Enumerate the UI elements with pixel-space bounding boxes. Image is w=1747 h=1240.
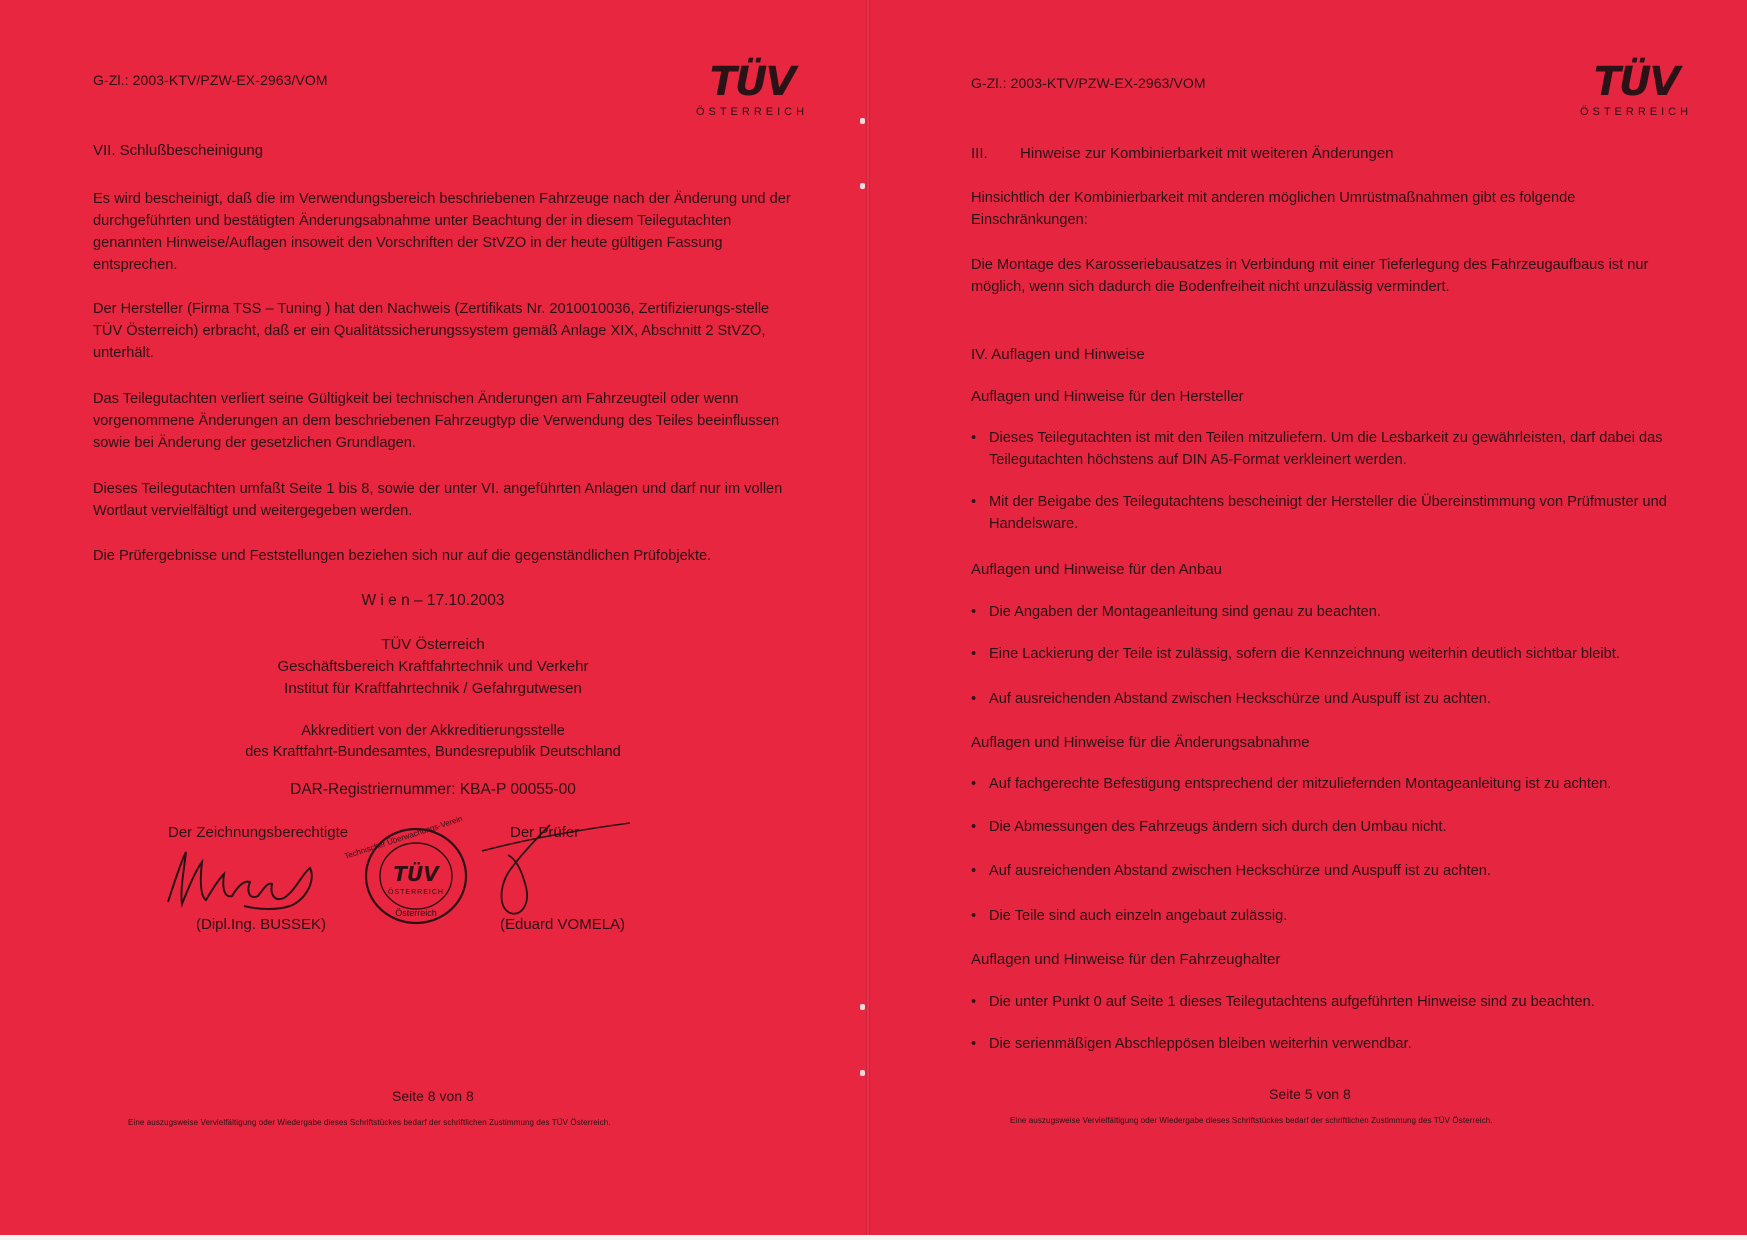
place-date: W i e n – 17.10.2003 [361, 592, 505, 609]
reference-number: G-Zl.: 2003-KTV/PZW-EX-2963/VOM [971, 75, 1206, 91]
bullet-icon: • [971, 819, 977, 835]
punch-hole [860, 183, 865, 189]
punch-hole [860, 1004, 865, 1010]
list-item-text: Mit der Beigabe des Teilegutachtens bescheinigt der Hersteller die Übereinstimmung von Prüfmuster und Handelsware. [989, 494, 1667, 532]
punch-hole [860, 1070, 865, 1076]
paragraph: Die Prüfergebnisse und Feststellungen beziehen sich nur auf die gegenständlichen Prüfobjekte. [93, 548, 712, 564]
list-item-text: Auf ausreichenden Abstand zwischen Heckschürze und Auspuff ist zu achten. [989, 691, 1491, 707]
svg-text:ÖSTERREICH: ÖSTERREICH [388, 889, 444, 896]
section-number: III. [971, 145, 988, 162]
bullet-icon: • [971, 430, 977, 446]
section-title: IV. Auflagen und Hinweise [971, 346, 1145, 363]
paragraph: Die Montage des Karosseriebausatzes in Verbindung mit einer Tieferlegung des Fahrzeugaufbaus ist nur möglich, wenn sich dadurch die Bodenfreiheit nicht unzulässig vermindert. [971, 257, 1649, 295]
group-title: Auflagen und Hinweise für den Hersteller [971, 388, 1244, 405]
signatory-right-name: (Eduard VOMELA) [500, 916, 626, 933]
issuer-line: Institut für Kraftfahrtechnik / Gefahrgutwesen [284, 680, 582, 697]
paragraph: Dieses Teilegutachten umfaßt Seite 1 bis 8, sowie der unter VI. angeführten Anlagen und darf nur im vollen Wortlaut vervielfältigt und weitergegeben werden. [93, 481, 783, 519]
group-title: Auflagen und Hinweise für den Fahrzeughalter [971, 951, 1281, 968]
list-item-text: Die Abmessungen des Fahrzeugs ändern sich durch den Umbau nicht. [989, 819, 1447, 835]
tuv-logo [692, 59, 812, 122]
list-item [971, 491, 1679, 535]
bullet-icon: • [971, 776, 977, 792]
dar-number: DAR-Registriernummer: KBA-P 00055-00 [290, 781, 576, 798]
svg-text:TÜV: TÜV [393, 862, 439, 886]
list-item-text: Die unter Punkt 0 auf Seite 1 dieses Teilegutachtens aufgeführten Hinweise sind zu beachten. [989, 994, 1595, 1010]
left-page [0, 0, 868, 1235]
list-item [971, 991, 1679, 1013]
signatory-right-title: Der Prüfer [510, 824, 580, 841]
tuv-logo-country: ÖSTERREICH [695, 106, 809, 118]
list-item-text: Die Teile sind auch einzeln angebaut zulässig. [989, 908, 1288, 924]
list-item [971, 905, 1679, 927]
tuv-logo-country: ÖSTERREICH [1579, 106, 1693, 118]
footer-note: Eine auszugsweise Vervielfältigung oder Wiedergabe dieses Schriftstückes bedarf der schriftlichen Zustimmung des TÜV Österreich. [1010, 1116, 1493, 1125]
bullet-icon: • [971, 604, 977, 620]
bullet-icon: • [971, 908, 977, 924]
paragraph: Es wird bescheinigt, daß die im Verwendungsbereich beschriebenen Fahrzeuge nach der Änderung und der durchgeführten und bestätigten Änderungsabnahme unter Beachtung der in diesem Teilegutachten genannten Hinweise/Auflagen insoweit den Vorschriften der StVZO in der heute gültigen Fassung entsprechen. [93, 191, 791, 273]
list-item [971, 816, 1679, 838]
bullet-icon: • [971, 691, 977, 707]
paragraph: Hinsichtlich der Kombinierbarkeit mit anderen möglichen Umrüstmaßnahmen gibt es folgende Einschränkungen: [971, 190, 1576, 228]
scan-edge [0, 1235, 1747, 1240]
list-item [971, 427, 1679, 471]
issuer-line: Geschäftsbereich Kraftfahrtechnik und Verkehr [277, 658, 589, 675]
tuv-logo-text: TÜV [1593, 59, 1679, 105]
bullet-icon: • [971, 994, 977, 1010]
reference-number: G-Zl.: 2003-KTV/PZW-EX-2963/VOM [93, 72, 328, 88]
official-stamp [343, 814, 469, 926]
bullet-icon: • [971, 646, 977, 662]
list-item [971, 1033, 1679, 1055]
list-item-text: Eine Lackierung der Teile ist zulässig, sofern die Kennzeichnung weiterhin deutlich sichtbar bleibt. [989, 646, 1620, 662]
tuv-logo-text: TÜV [709, 59, 795, 105]
list-item [971, 643, 1689, 665]
paragraph: Das Teilegutachten verliert seine Gültigkeit bei technischen Änderungen am Fahrzeugteil oder wenn vorgenommene Änderungen an dem beschriebenen Fahrzeugtyp die Verwendung des Teiles beeinflussen sowie bei Änderung der gesetzlichen Grundlagen. [93, 391, 780, 451]
section-title: Hinweise zur Kombinierbarkeit mit weiteren Änderungen [1020, 145, 1394, 162]
tuv-logo [1576, 59, 1696, 122]
page-number: Seite 8 von 8 [392, 1088, 474, 1104]
list-item-text: Auf fachgerechte Befestigung entsprechend der mitzuliefernden Montageanleitung ist zu achten. [989, 776, 1612, 792]
list-item [971, 688, 1679, 710]
list-item-text: Die serienmäßigen Abschleppösen bleiben weiterhin verwendbar. [989, 1036, 1412, 1052]
signatory-left-title: Der Zeichnungsberechtigte [168, 824, 349, 841]
list-item [971, 773, 1689, 795]
accreditation-line: des Kraftfahrt-Bundesamtes, Bundesrepublik Deutschland [245, 744, 621, 760]
signatory-left-name: (Dipl.Ing. BUSSEK) [196, 916, 327, 933]
list-item [971, 860, 1679, 882]
punch-hole [860, 118, 865, 124]
issuer-line: TÜV Österreich [381, 636, 485, 653]
group-title: Auflagen und Hinweise für den Anbau [971, 561, 1223, 578]
list-item-text: Auf ausreichenden Abstand zwischen Heckschürze und Auspuff ist zu achten. [989, 863, 1491, 879]
page-number: Seite 5 von 8 [1269, 1086, 1351, 1102]
signature-vomela [480, 815, 640, 920]
section-title: VII. Schlußbescheinigung [93, 142, 264, 159]
accreditation-line: Akkreditiert von der Akkreditierungsstelle [301, 723, 565, 739]
bullet-icon: • [971, 1036, 977, 1052]
bullet-icon: • [971, 863, 977, 879]
list-item-text: Die Angaben der Montageanleitung sind genau zu beachten. [989, 604, 1381, 620]
svg-text:Österreich: Österreich [395, 908, 437, 918]
signature-bussek [160, 840, 340, 920]
list-item-text: Dieses Teilegutachten ist mit den Teilen mitzuliefern. Um die Lesbarkeit zu gewährleisten, darf dabei das Teilegutachten höchstens auf DIN A5-Format verkleinert werden. [989, 430, 1663, 468]
footer-note: Eine auszugsweise Vervielfältigung oder Wiedergabe dieses Schriftstückes bedarf der schriftlichen Zustimmung des TÜV Österreich. [128, 1118, 611, 1127]
bullet-icon: • [971, 494, 977, 510]
paragraph: Der Hersteller (Firma TSS – Tuning ) hat den Nachweis (Zertifikats Nr. 2010010036, Zertifizierungs-stelle TÜV Österreich) erbracht, daß er ein Qualitätssicherungssystem gemäß Anlage XIX, Abschnitt 2 StVZO, unterhält. [93, 301, 770, 361]
group-title: Auflagen und Hinweise für die Änderungsabnahme [971, 734, 1310, 751]
right-page [870, 0, 1747, 1235]
svg-text:Technischer Überwachungs-Verei: Technischer Überwachungs-Verein [343, 814, 464, 861]
list-item [971, 601, 1679, 623]
